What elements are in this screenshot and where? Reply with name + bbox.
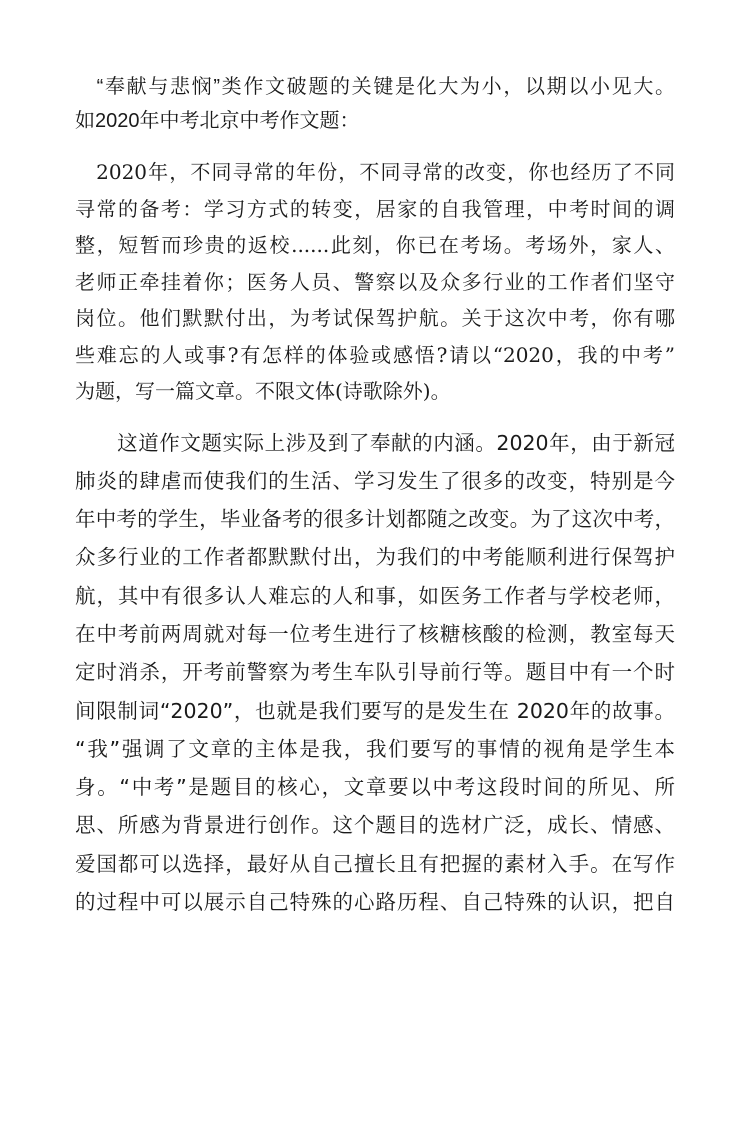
prompt-paragraph: [75, 154, 675, 410]
analysis-line-2: 肺炎的肆虐而使我们的生活、学习发生了很多的改变，特别是今: [75, 468, 675, 493]
prompt-line-5: 岗位。他们默默付出，为考试保驾护航。关于这次中考，你有哪: [75, 306, 675, 330]
intro-line-1: “奉献与悲悯”类作文破题的关键是化大为小，以期以小见大。: [75, 76, 675, 98]
intro-line-2: 如2020年中考北京中考作文题：: [75, 110, 360, 132]
prompt-line-1: 2020年，不同寻常的年份，不同寻常的改变，你也经历了不同: [75, 160, 675, 184]
analysis-line-10: 身。“中考”是题目的核心，文章要以中考这段时间的所见、所: [75, 775, 675, 800]
prompt-line-4: 老师正牵挂着你；医务人员、警察以及众多行业的工作者们坚守: [75, 269, 675, 294]
analysis-line-3: 年中考的学生，毕业备考的很多计划都随之改变。为了这次中考，: [75, 507, 675, 532]
analysis-line-11: 思、所感为背景进行创作。这个题目的选材广泛，成长、情感、: [75, 813, 675, 838]
prompt-line-7: 为题，写一篇文章。不限文体(诗歌除外)。: [75, 379, 451, 403]
analysis-line-12: 爱国都可以选择，最好从自己擅长且有把握的素材入手。在写作: [75, 851, 675, 876]
analysis-paragraph: [75, 424, 675, 922]
analysis-line-8: 间限制词“2020”，也就是我们要写的是发生在 2020年的故事。: [75, 698, 675, 723]
intro-paragraph: [75, 70, 675, 138]
analysis-line-7: 定时消杀，开考前警察为考生车队引导前行等。题目中有一个时: [75, 660, 675, 685]
prompt-line-6: 些难忘的人或事?有怎样的体验或感悟?请以“2020，我的中考”: [75, 342, 675, 367]
analysis-line-1: 这道作文题实际上涉及到了奉献的内涵。2020年，由于新冠: [75, 430, 675, 455]
analysis-line-9: “我”强调了文章的主体是我，我们要写的事情的视角是学生本: [75, 736, 675, 761]
analysis-line-6: 在中考前两周就对每一位考生进行了核糖核酸的检测，教室每天: [75, 621, 675, 646]
analysis-line-4: 众多行业的工作者都默默付出，为我们的中考能顺利进行保驾护: [75, 545, 675, 570]
prompt-line-3: 整，短暂而珍贵的返校......此刻，你已在考场。考场外，家人、: [75, 233, 675, 257]
prompt-line-2: 寻常的备考：学习方式的转变，居家的自我管理，中考时间的调: [75, 196, 675, 221]
analysis-line-13: 的过程中可以展示自己特殊的心路历程、自己特殊的认识，把自: [75, 890, 675, 915]
document-page: [75, 70, 675, 921]
analysis-line-5: 航，其中有很多认人难忘的人和事，如医务工作者与学校老师，: [75, 583, 675, 608]
